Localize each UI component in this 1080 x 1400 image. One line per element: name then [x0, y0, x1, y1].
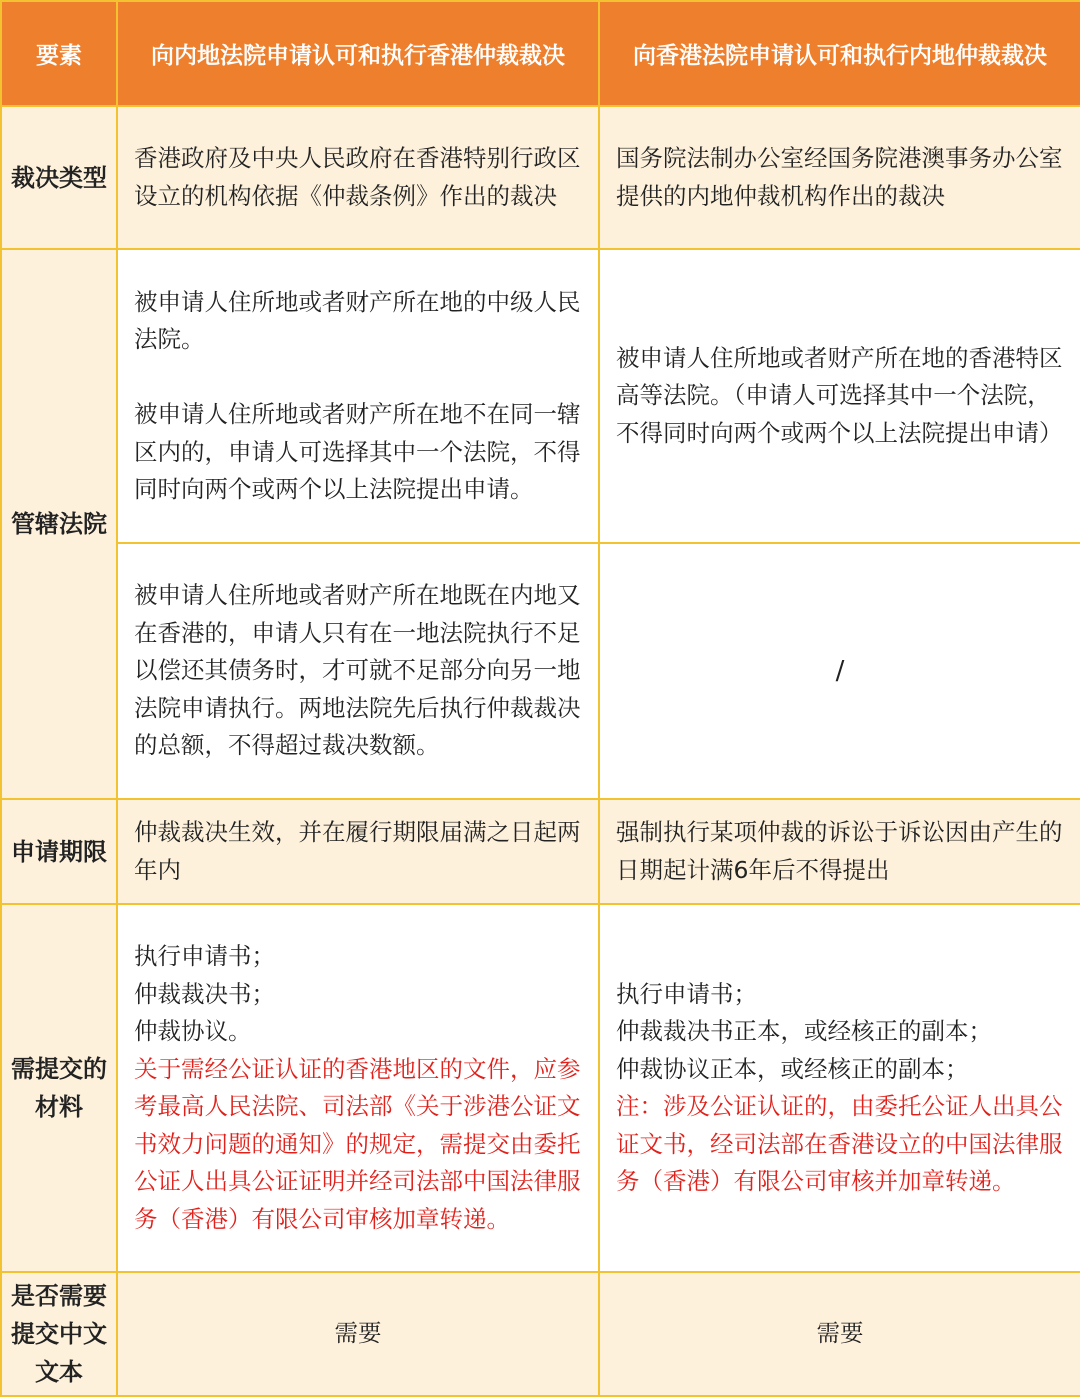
award-type-mainland: 香港政府及中央人民政府在香港特别行政区设立的机构依据《仲裁条例》作出的裁决 [117, 106, 599, 249]
materials-mainland [117, 904, 599, 1272]
materials-hk-line: 执行申请书； [616, 979, 757, 1008]
materials-mainland-line: 仲裁协议。 [134, 1017, 252, 1045]
materials-hk-line: 仲裁裁决书正本，或经核正的副本； [616, 1017, 992, 1045]
materials-mainland-line: 执行申请书； [134, 942, 275, 970]
court-mainland-1b: 被申请人住所地或者财产所在地不在同一辖区内的，申请人可选择其中一个法院，不得同时向两个或两个以上法院提出申请。 [134, 400, 581, 503]
row-court-1 [1, 249, 1080, 543]
award-type-hk: 国务院法制办公室经国务院港澳事务办公室提供的内地仲裁机构作出的裁决 [599, 106, 1080, 249]
materials-hk-line: 仲裁协议正本，或经核正的副本； [616, 1054, 969, 1083]
label-court: 管辖法院 [1, 249, 117, 799]
court-mainland-1a: 被申请人住所地或者财产所在地的中级人民法院。 [134, 287, 581, 353]
court-hk-2: / [599, 543, 1080, 799]
chinese-text-hk: 需要 [599, 1272, 1080, 1396]
materials-mainland-line: 仲裁裁决书； [134, 979, 275, 1008]
header-row [1, 1, 1080, 106]
label-chinese-text: 是否需要提交中文文本 [1, 1272, 117, 1396]
header-element: 要素 [1, 1, 117, 106]
label-materials: 需提交的材料 [1, 904, 117, 1272]
label-award-type: 裁决类型 [1, 106, 117, 249]
materials-hk-note: 注：涉及公证认证的，由委托公证人出具公证文书，经司法部在香港设立的中国法律服务（香港）有限公司审核并加章转递。 [616, 1092, 1063, 1195]
court-mainland-1 [117, 249, 599, 543]
paragraph-gap [134, 359, 584, 397]
court-hk-1: 被申请人住所地或者财产所在地的香港特区高等法院。（申请人可选择其中一个法院，不得同时向两个或两个以上法院提出申请） [599, 249, 1080, 543]
period-mainland: 仲裁裁决生效，并在履行期限届满之日起两年内 [117, 799, 599, 904]
row-chinese-text [1, 1272, 1080, 1396]
row-materials [1, 904, 1080, 1272]
row-award-type [1, 106, 1080, 249]
period-hk: 强制执行某项仲裁的诉讼于诉讼因由产生的日期起计满6年后不得提出 [599, 799, 1080, 904]
court-mainland-2: 被申请人住所地或者财产所在地既在内地又在香港的，申请人只有在一地法院执行不足以偿还其债务时，才可就不足部分向另一地法院申请执行。两地法院先后执行仲裁裁决的总额，不得超过裁决数额。 [117, 543, 599, 799]
row-court-2 [1, 543, 1080, 799]
materials-mainland-note: 关于需经公证认证的香港地区的文件，应参考最高人民法院、司法部《关于涉港公证文书效力问题的通知》的规定，需提交由委托公证人出具公证证明并经司法部中国法律服务（香港）有限公司审核加章转递。 [134, 1054, 581, 1233]
label-period: 申请期限 [1, 799, 117, 904]
chinese-text-mainland: 需要 [117, 1272, 599, 1396]
header-hk: 向香港法院申请认可和执行内地仲裁裁决 [599, 1, 1080, 106]
materials-hk [599, 904, 1080, 1272]
header-mainland: 向内地法院申请认可和执行香港仲裁裁决 [117, 1, 599, 106]
row-period [1, 799, 1080, 904]
